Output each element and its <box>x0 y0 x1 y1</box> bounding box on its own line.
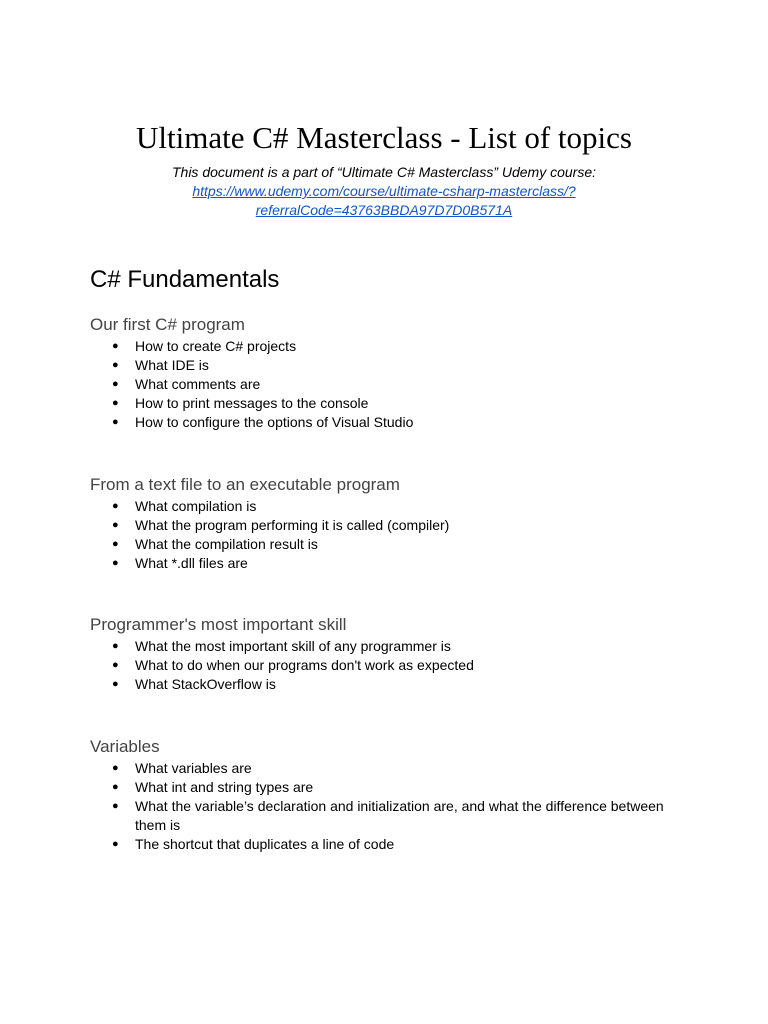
intro-text: This document is a part of “Ultimate C# Masterclass” Udemy course: <box>171 164 597 180</box>
list-item: ● The shortcut that duplicates a line of code <box>112 836 395 852</box>
list-item: ● How to create C# projects <box>112 338 297 354</box>
section-heading: Variables <box>90 737 160 756</box>
bullet-icon: ● <box>112 519 119 531</box>
list-item: ● What *.dll files are <box>112 555 248 571</box>
list-item: ● What comments are <box>112 376 261 392</box>
list-item: ● What int and string types are <box>112 779 314 795</box>
section-heading: Programmer's most important skill <box>90 615 347 634</box>
intro-paragraph <box>0 163 768 220</box>
bullet-icon: ● <box>112 378 119 390</box>
bullet-icon: ● <box>112 557 119 569</box>
topic-list <box>90 337 690 432</box>
topic-list <box>90 759 690 854</box>
list-item: ● What variables are <box>112 760 252 776</box>
course-link-line-1: https://www.udemy.com/course/ultimate-csharp-masterclass/? <box>192 183 576 199</box>
bullet-icon: ● <box>112 659 119 671</box>
document-title: Ultimate C# Masterclass - List of topics <box>136 120 632 155</box>
section-heading: From a text file to an executable program <box>90 475 400 494</box>
bullet-icon: ● <box>112 762 119 774</box>
bullet-icon: ● <box>112 538 119 550</box>
bullet-icon: ● <box>112 359 119 371</box>
list-item: ● What the variable’s declaration and initialization are, and what the difference between them is <box>112 798 664 833</box>
chapter-heading: C# Fundamentals <box>90 266 280 293</box>
list-item: ● What to do when our programs don't work as expected <box>112 657 474 673</box>
bullet-icon: ● <box>112 416 119 428</box>
section-variables <box>90 736 690 854</box>
bullet-icon: ● <box>112 397 119 409</box>
list-item: ● What the program performing it is called (compiler) <box>112 517 450 533</box>
section-most-important-skill <box>90 614 690 694</box>
bullet-icon: ● <box>112 340 119 352</box>
section-heading: Our first C# program <box>90 315 245 334</box>
section-text-file-to-executable <box>90 474 690 573</box>
bullet-icon: ● <box>112 838 119 850</box>
bullet-icon: ● <box>112 500 119 512</box>
section-our-first-program <box>90 314 690 432</box>
bullet-icon: ● <box>112 640 119 652</box>
course-link-line-2: referralCode=43763BBDA97D7D0B571A <box>255 202 513 218</box>
course-link[interactable] <box>0 182 768 220</box>
list-item: ● What the most important skill of any programmer is <box>112 638 451 654</box>
bullet-icon: ● <box>112 781 119 793</box>
bullet-icon: ● <box>112 678 119 690</box>
list-item: ● What compilation is <box>112 498 257 514</box>
topic-list <box>90 637 690 694</box>
bullet-icon: ● <box>112 800 119 812</box>
list-item: ● How to print messages to the console <box>112 395 369 411</box>
list-item: ● What StackOverflow is <box>112 676 276 692</box>
list-item: ● What the compilation result is <box>112 536 318 552</box>
list-item: ● What IDE is <box>112 357 209 373</box>
list-item: ● How to configure the options of Visual Studio <box>112 414 414 430</box>
topic-list <box>90 497 690 573</box>
